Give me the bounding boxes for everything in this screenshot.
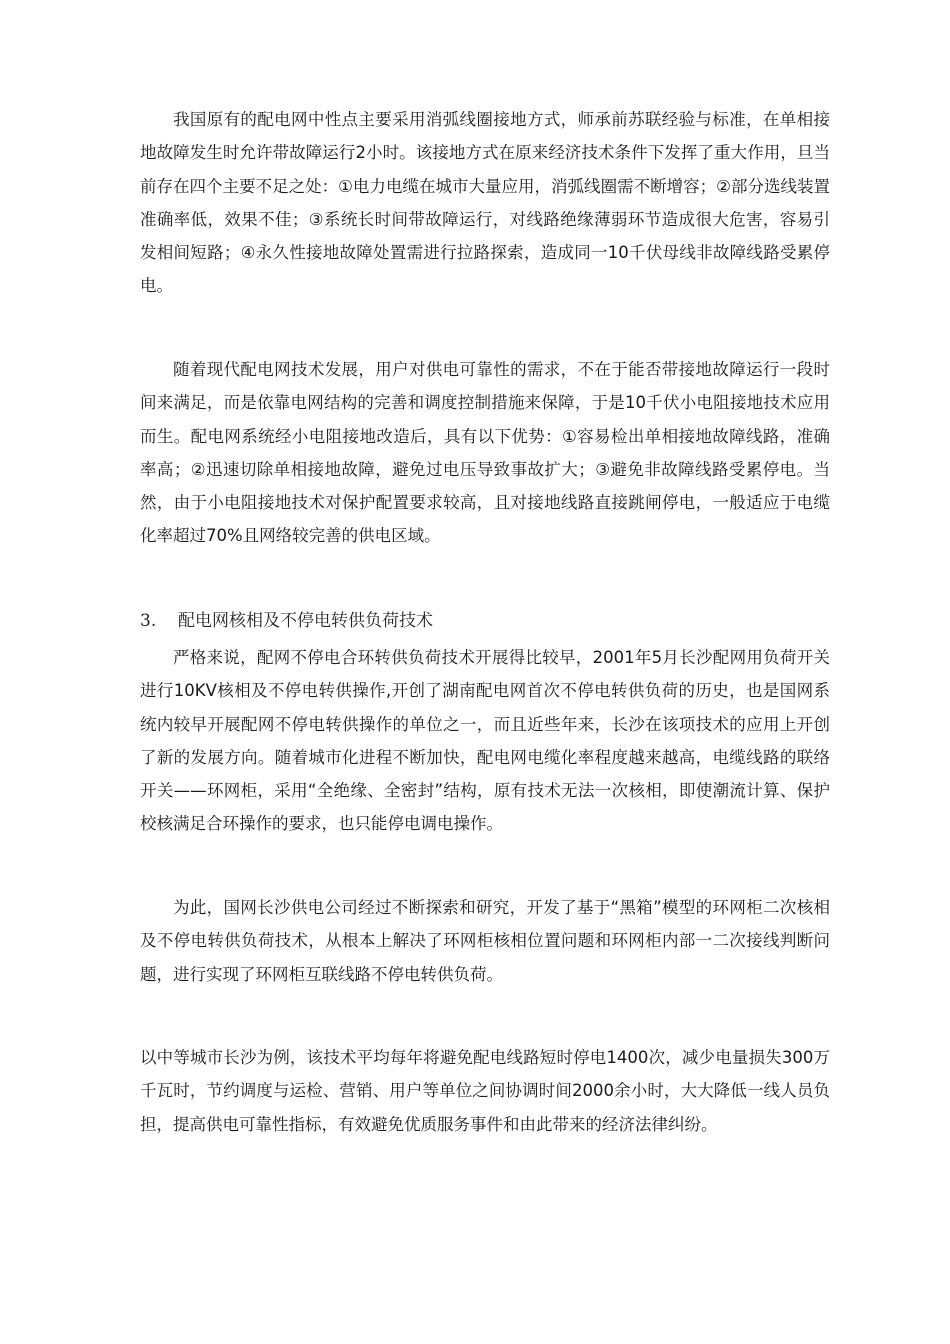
paragraph-phase-checking-history: 严格来说，配网不停电合环转供负荷技术开展得比较早，2001年5月长沙配网用负荷开关进行10KV核相及不停电转供操作,开创了湖南配电网首次不停电转供负荷的历史，也是国网系统内较早开展配网不停电转供操作的单位之一，而且近些年来，长沙在该项技术的应用上开创了新的发展方向。随着城市化进程不断加快，配电网电缆化率程度越来越高，电缆线路的联络开关——环网柜，采用“全绝缘、全密封”结构，原有技术无法一次核相，即使潮流计算、保护校核满足合环操作的要求，也只能停电调电操作。 — [140, 648, 830, 834]
section-title: 配电网核相及不停电转供负荷技术 — [178, 611, 433, 631]
section-number: 3. — [140, 611, 157, 631]
section-heading — [140, 604, 433, 638]
paragraph-black-box-technique: 为此，国网长沙供电公司经过不断探索和研究，开发了基于“黑箱”模型的环网柜二次核相及不停电转供负荷技术，从根本上解决了环网柜核相位置问题和环网柜内部一二次接线判断问题，进行实现了环网柜互联线路不停电转供负荷。 — [140, 898, 830, 984]
paragraph-neutral-grounding: 我国原有的配电网中性点主要采用消弧线圈接地方式，师承前苏联经验与标准，在单相接地故障发生时允许带故障运行2小时。该接地方式在原来经济技术条件下发挥了重大作用，旦当前存在四个主要不足之处：①电力电缆在城市大量应用，消弧线圈需不断增容；②部分选线装置准确率低，效果不佳；③系统长时间带故障运行，对线路绝缘薄弱环节造成很大危害，容易引发相间短路；④永久性接地故障处置需进行拉路探索，造成同一10千伏母线非故障线路受累停电。 — [140, 110, 830, 296]
paragraph-small-resistance-grounding: 随着现代配电网技术发展，用户对供电可靠性的需求，不在于能否带接地故障运行一段时间来满足，而是依靠电网结构的完善和调度控制措施来保障，于是10千伏小电阻接地技术应用而生。配电网系统经小电阻接地改造后，具有以下优势：①容易检出单相接地故障线路，准确率高；②迅速切除单相接地故障，避免过电压导致事故扩大；③避免非故障线路受累停电。当然，由于小电阻接地技术对保护配置要求较高，且对接地线路直接跳闸停电，一般适应于电缆化率超过70%且网络较完善的供电区域。 — [140, 360, 830, 546]
paragraph-benefits-example: 以中等城市长沙为例，该技术平均每年将避免配电线路短时停电1400次，减少电量损失300万千瓦时，节约调度与运检、营销、用户等单位之间协调时间2000余小时，大大降低一线人员负担，提高供电可靠性指标，有效避免优质服务事件和由此带来的经济法律纠纷。 — [140, 1048, 830, 1134]
